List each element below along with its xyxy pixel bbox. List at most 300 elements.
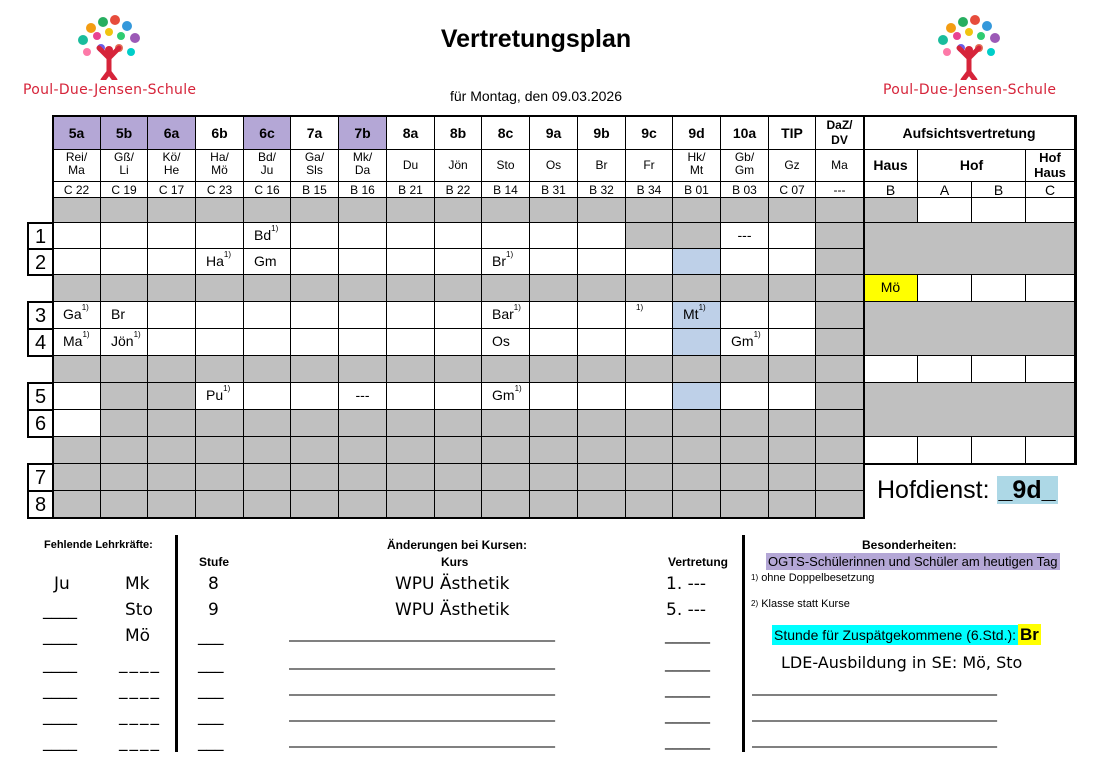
substitution-entry — [53, 329, 101, 356]
substitution-entry — [482, 249, 530, 275]
hofdienst-value: _9d_ — [998, 476, 1056, 504]
entry-teacher: Gm — [731, 333, 754, 349]
table-cell — [530, 437, 578, 464]
table-cell — [387, 437, 435, 464]
table-cell — [196, 410, 244, 437]
substitution-entry — [626, 302, 673, 329]
table-cell — [769, 437, 816, 464]
table-cell — [291, 410, 339, 437]
aufsicht-slot — [864, 437, 918, 464]
room-cell: B 21 — [387, 182, 435, 198]
table-cell — [101, 275, 148, 302]
table-cell — [578, 356, 626, 383]
table-cell — [673, 249, 721, 275]
entry-footnote: 1) — [133, 330, 141, 339]
substitution-entry — [721, 329, 769, 356]
aufsicht-slot — [918, 198, 972, 223]
table-cell — [435, 249, 482, 275]
blank-line: ____ — [43, 680, 77, 700]
teacher-cell: Os — [530, 150, 578, 182]
lesson-number: 3 — [27, 301, 54, 330]
blank-line: ___________________________________ — [752, 680, 997, 696]
table-cell — [244, 464, 291, 491]
table-cell — [721, 410, 769, 437]
divider — [175, 535, 178, 752]
class-header[interactable]: 7a — [291, 116, 339, 150]
footnote-2: $^{2)}$ Klasse statt Kurse — [751, 598, 850, 610]
table-cell — [673, 275, 721, 302]
aenderungen-label: Änderungen bei Kursen: — [387, 538, 528, 552]
blank-line: ____ — [119, 654, 161, 674]
entry-teacher: Jön — [111, 333, 134, 349]
teacher-cell: Ma — [816, 150, 864, 182]
teacher-cell: Du — [387, 150, 435, 182]
table-cell — [339, 223, 387, 249]
table-cell — [53, 198, 101, 223]
teacher-cell: Fr — [626, 150, 673, 182]
table-cell — [530, 223, 578, 249]
aufsicht-slot — [864, 356, 918, 383]
table-cell — [339, 198, 387, 223]
table-cell — [101, 491, 148, 518]
aufsicht-slot: Mö — [864, 275, 918, 302]
vertretung-label: Vertretung — [668, 555, 729, 569]
blank-line: ______________________________________ — [289, 706, 555, 722]
class-header[interactable]: 5b — [101, 116, 148, 150]
table-cell — [291, 383, 339, 410]
table-cell — [721, 491, 769, 518]
table-cell — [387, 383, 435, 410]
blank-line: ______ — [665, 732, 710, 750]
table-cell — [435, 223, 482, 249]
table-cell — [101, 198, 148, 223]
stufe-label: Stufe — [199, 555, 229, 569]
course-name: WPU Ästhetik — [395, 600, 510, 620]
table-cell — [435, 383, 482, 410]
table-cell — [53, 223, 101, 249]
blank-line: ___ — [198, 680, 224, 700]
table-cell — [339, 410, 387, 437]
entry-footnote: 1) — [753, 330, 761, 339]
table-cell — [721, 356, 769, 383]
aufsicht-blocked — [864, 302, 1075, 356]
entry-teacher: --- — [737, 227, 752, 243]
table-cell — [626, 437, 673, 464]
table-cell — [482, 464, 530, 491]
table-cell — [196, 491, 244, 518]
class-header[interactable]: 5a — [53, 116, 101, 150]
table-cell — [769, 198, 816, 223]
table-cell — [769, 356, 816, 383]
table-cell — [196, 356, 244, 383]
divider — [742, 535, 745, 752]
teacher-cell: Ga/ Sls — [291, 150, 339, 182]
table-cell — [578, 491, 626, 518]
entry-teacher: Pu — [206, 387, 224, 403]
class-header[interactable]: 6b — [196, 116, 244, 150]
entry-footnote: 1) — [698, 303, 706, 312]
table-cell — [339, 275, 387, 302]
table-cell — [101, 223, 148, 249]
table-cell — [482, 223, 530, 249]
class-header[interactable]: 7b — [339, 116, 387, 150]
entry-teacher: Gm — [492, 387, 515, 403]
aufsicht-slot — [1026, 437, 1075, 464]
table-cell — [530, 356, 578, 383]
lesson-number: 5 — [27, 382, 54, 411]
table-cell — [435, 464, 482, 491]
room-cell: B 22 — [435, 182, 482, 198]
table-cell — [196, 302, 244, 329]
table-cell — [721, 464, 769, 491]
blank-line: ______________________________________ — [289, 654, 555, 670]
table-cell — [53, 356, 101, 383]
entry-teacher: Bd — [254, 227, 272, 243]
class-header[interactable]: 8c — [482, 116, 530, 150]
table-cell — [530, 275, 578, 302]
table-cell — [673, 491, 721, 518]
table-cell — [769, 302, 816, 329]
blank-line: ______________________________________ — [289, 680, 555, 696]
lesson-number: 8 — [27, 490, 54, 519]
blank-line: ____ — [43, 706, 77, 726]
lesson-number: 1 — [27, 222, 54, 250]
room-cell: B 16 — [339, 182, 387, 198]
table-cell — [244, 198, 291, 223]
room-cell: C 17 — [148, 182, 196, 198]
table-cell — [339, 437, 387, 464]
blank-line: ___ — [198, 626, 224, 646]
room-cell: B 34 — [626, 182, 673, 198]
aufsicht-hof-haus: Hof Haus — [1026, 150, 1075, 182]
table-cell — [482, 437, 530, 464]
entry-teacher: Br — [492, 253, 506, 269]
table-cell — [626, 249, 673, 275]
blank-line: ___ — [198, 732, 224, 752]
blank-line: ______________________________________ — [289, 626, 555, 642]
teacher-cell: Gz — [769, 150, 816, 182]
table-cell — [291, 275, 339, 302]
class-header[interactable]: DaZ/ DV — [816, 116, 864, 150]
table-cell — [387, 410, 435, 437]
table-cell — [196, 223, 244, 249]
table-cell — [530, 249, 578, 275]
table-cell — [673, 464, 721, 491]
table-cell — [530, 302, 578, 329]
table-cell — [291, 356, 339, 383]
table-cell — [816, 491, 864, 518]
school-name: Poul-Due-Jensen-Schule — [883, 82, 1057, 98]
table-cell — [53, 437, 101, 464]
blank-line: ____ — [43, 732, 77, 752]
table-cell — [482, 356, 530, 383]
aufsicht-slot — [864, 198, 918, 223]
table-cell — [148, 275, 196, 302]
absent-teacher: Mö — [125, 626, 151, 646]
table-cell — [53, 249, 101, 275]
lesson-number: 4 — [27, 328, 54, 357]
aufsicht-haus: Haus — [864, 150, 918, 182]
entry-teacher: Ma — [63, 333, 83, 349]
table-cell — [626, 198, 673, 223]
aufsicht-slot — [972, 275, 1026, 302]
table-cell — [626, 275, 673, 302]
table-cell — [244, 302, 291, 329]
table-cell — [530, 383, 578, 410]
class-header[interactable]: 8b — [435, 116, 482, 150]
teacher-cell: Mk/ Da — [339, 150, 387, 182]
table-cell — [626, 464, 673, 491]
table-cell — [387, 302, 435, 329]
table-cell — [291, 464, 339, 491]
table-cell — [673, 437, 721, 464]
table-cell — [244, 383, 291, 410]
class-header[interactable]: 8a — [387, 116, 435, 150]
table-cell — [482, 275, 530, 302]
table-cell — [721, 198, 769, 223]
class-header[interactable]: 9c — [626, 116, 673, 150]
substitution-entry — [244, 223, 291, 249]
teacher-cell: Sto — [482, 150, 530, 182]
aufsicht-slot — [972, 198, 1026, 223]
table-cell — [530, 491, 578, 518]
table-cell — [626, 410, 673, 437]
table-cell — [578, 383, 626, 410]
blank-line: ______ — [665, 706, 710, 724]
entry-footnote: 1) — [82, 330, 90, 339]
table-cell — [148, 410, 196, 437]
table-cell — [769, 464, 816, 491]
course-name: WPU Ästhetik — [395, 574, 510, 594]
table-cell — [244, 437, 291, 464]
aufsicht-title: Aufsichtsvertretung — [864, 116, 1075, 150]
table-cell — [435, 275, 482, 302]
table-cell — [291, 437, 339, 464]
table-cell — [148, 329, 196, 356]
table-cell — [196, 275, 244, 302]
table-cell — [53, 491, 101, 518]
table-cell — [196, 437, 244, 464]
entry-footnote: 1) — [223, 250, 232, 259]
table-cell — [816, 198, 864, 223]
table-cell — [196, 464, 244, 491]
table-cell — [148, 356, 196, 383]
entry-teacher: Mt — [683, 306, 699, 322]
table-cell — [339, 249, 387, 275]
table-cell — [101, 410, 148, 437]
entry-footnote: 1) — [513, 303, 521, 312]
table-cell — [721, 437, 769, 464]
table-cell — [387, 198, 435, 223]
aufsicht-slot — [1026, 275, 1075, 302]
class-header[interactable]: 6c — [244, 116, 291, 150]
room-cell: B 32 — [578, 182, 626, 198]
table-cell — [244, 275, 291, 302]
table-cell — [291, 329, 339, 356]
aufsicht-slot — [972, 437, 1026, 464]
table-cell — [53, 383, 101, 410]
lesson-number: 2 — [27, 248, 54, 276]
teacher-cell: Ha/ Mö — [196, 150, 244, 182]
table-cell — [148, 383, 196, 410]
blank-line: ___ — [198, 706, 224, 726]
table-cell — [148, 302, 196, 329]
table-cell — [148, 464, 196, 491]
table-cell — [578, 198, 626, 223]
date-line: für Montag, den 09.03.2026 — [449, 88, 623, 104]
class-header[interactable]: 10a — [721, 116, 769, 150]
blank-line: ____ — [43, 654, 77, 674]
table-cell — [53, 275, 101, 302]
teacher-cell: Rei/ Ma — [53, 150, 101, 182]
table-cell — [816, 356, 864, 383]
table-cell — [816, 249, 864, 275]
table-cell — [626, 329, 673, 356]
table-cell — [339, 302, 387, 329]
substitution-entry — [53, 302, 101, 329]
entry-footnote: 1) — [81, 303, 89, 312]
table-cell — [578, 464, 626, 491]
teacher-cell: Gß/ Li — [101, 150, 148, 182]
table-cell — [578, 302, 626, 329]
table-cell — [530, 198, 578, 223]
table-cell — [435, 198, 482, 223]
aufsicht-zone: B — [864, 182, 918, 198]
table-cell — [769, 249, 816, 275]
aufsicht-zone: C — [1026, 182, 1075, 198]
table-cell — [721, 275, 769, 302]
blank-line: ____ — [119, 706, 161, 726]
table-cell — [196, 198, 244, 223]
lde-note: LDE-Ausbildung in SE: Mö, Sto — [781, 653, 1023, 672]
table-cell — [435, 491, 482, 518]
room-cell: B 31 — [530, 182, 578, 198]
blank-line: ____ — [119, 680, 161, 700]
absent-teacher: ____ — [43, 600, 77, 620]
course-substitute: 1. --- — [666, 574, 707, 594]
blank-line: ______________________________________ — [289, 732, 555, 748]
table-cell — [578, 249, 626, 275]
table-cell — [101, 437, 148, 464]
table-cell — [769, 223, 816, 249]
teacher-cell: Jön — [435, 150, 482, 182]
table-cell — [435, 410, 482, 437]
table-cell — [626, 356, 673, 383]
table-cell — [339, 329, 387, 356]
room-cell: C 16 — [244, 182, 291, 198]
table-cell — [244, 410, 291, 437]
entry-footnote: 1) — [636, 303, 644, 312]
table-cell — [53, 410, 101, 437]
table-cell — [626, 223, 673, 249]
table-cell — [291, 302, 339, 329]
substitution-entry — [482, 383, 530, 410]
absent-teacher: Sto — [125, 600, 153, 620]
table-cell — [816, 302, 864, 329]
table-cell — [816, 437, 864, 464]
table-cell — [435, 302, 482, 329]
class-header[interactable]: 9d — [673, 116, 721, 150]
class-header[interactable]: 9a — [530, 116, 578, 150]
table-cell — [816, 464, 864, 491]
room-cell: B 15 — [291, 182, 339, 198]
table-cell — [769, 410, 816, 437]
course-grade: 9 — [208, 600, 219, 620]
absent-teacher: ____ — [43, 626, 77, 646]
blank-line: ______ — [665, 654, 710, 672]
zuspaet-note: Stunde für Zuspätgekommene (6.Std.): Br — [774, 625, 1039, 644]
table-cell — [148, 437, 196, 464]
table-cell — [435, 437, 482, 464]
entry-footnote: 1) — [271, 224, 279, 233]
entry-footnote: 1) — [223, 384, 231, 393]
table-cell — [148, 223, 196, 249]
table-cell — [387, 464, 435, 491]
table-cell — [339, 491, 387, 518]
substitution-entry — [196, 249, 244, 275]
aufsicht-slot — [1026, 356, 1075, 383]
table-cell — [578, 410, 626, 437]
room-cell: B 01 — [673, 182, 721, 198]
table-cell — [101, 383, 148, 410]
table-cell — [387, 275, 435, 302]
table-cell — [244, 491, 291, 518]
table-cell — [339, 464, 387, 491]
table-cell — [816, 383, 864, 410]
besonderheiten-label: Besonderheiten: — [862, 538, 957, 552]
blank-line: ___ — [198, 654, 224, 674]
page-title: Vertretungsplan — [440, 25, 632, 53]
table-cell — [148, 249, 196, 275]
table-cell — [769, 329, 816, 356]
table-cell — [769, 491, 816, 518]
table-cell — [673, 356, 721, 383]
table-cell — [244, 356, 291, 383]
table-cell — [435, 356, 482, 383]
table-cell — [673, 329, 721, 356]
teacher-cell: Hk/ Mt — [673, 150, 721, 182]
table-cell — [482, 491, 530, 518]
table-cell — [53, 464, 101, 491]
fehlende-label: Fehlende Lehrkräfte: — [44, 539, 153, 551]
table-cell — [291, 491, 339, 518]
substitution-entry — [673, 302, 721, 329]
class-header[interactable]: 6a — [148, 116, 196, 150]
table-cell — [244, 329, 291, 356]
aufsicht-zone: B — [972, 182, 1026, 198]
table-cell — [387, 223, 435, 249]
ogts-note: OGTS-Schülerinnen und Schüler am heutigen Tag — [768, 554, 1058, 569]
table-cell — [673, 383, 721, 410]
table-cell — [626, 491, 673, 518]
class-header[interactable]: TIP — [769, 116, 816, 150]
class-header[interactable]: 9b — [578, 116, 626, 150]
room-cell: --- — [816, 182, 864, 198]
table-cell — [530, 329, 578, 356]
room-cell: B 14 — [482, 182, 530, 198]
footnote-1: $^{1)}$ ohne Doppelbesetzung — [751, 572, 875, 584]
aufsicht-zone: A — [918, 182, 972, 198]
table-cell — [291, 198, 339, 223]
teacher-cell: Gb/ Gm — [721, 150, 769, 182]
entry-teacher: Ha — [206, 253, 224, 269]
table-cell — [387, 491, 435, 518]
table-cell — [387, 329, 435, 356]
teacher-cell: Br — [578, 150, 626, 182]
aufsicht-slot — [972, 356, 1026, 383]
substitution-entry — [482, 302, 530, 329]
table-cell — [578, 223, 626, 249]
